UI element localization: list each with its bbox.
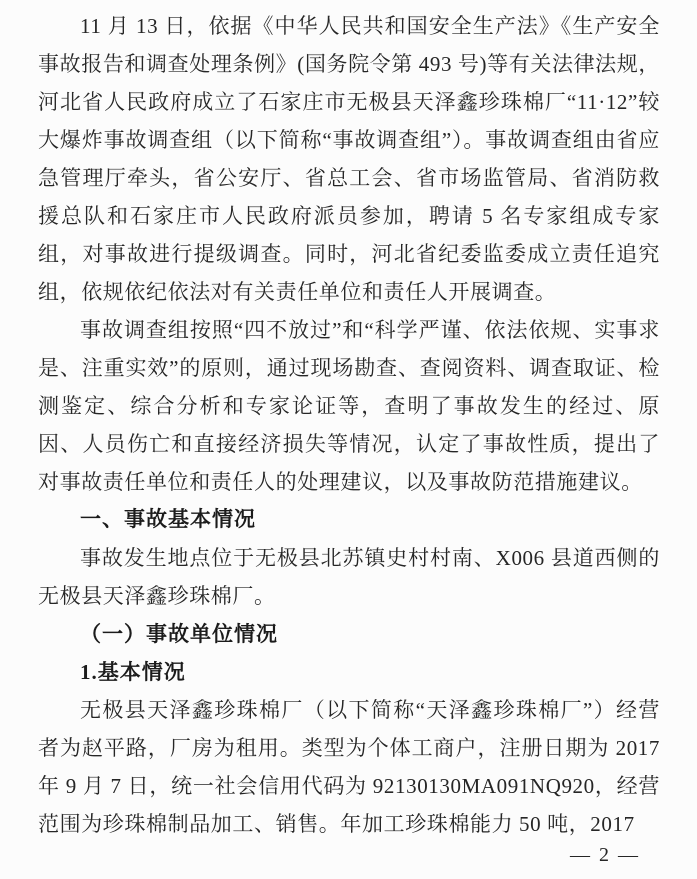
paragraph-investigation-principles: 事故调查组按照“四不放过”和“科学严谨、依法依规、实事求是、注重实效”的原则，通过现场勘查、查阅资料、调查取证、检测鉴定、综合分析和专家论证等，查明了事故发生的经过、原因、人员伤亡和直接经济损失等情况，认定了事故性质，提出了对事故责任单位和责任人的处理建议，以及事故防范措施建议。 <box>38 318 660 494</box>
page-number: — 2 — <box>570 844 640 866</box>
paragraph-company-registration: 无极县天泽鑫珍珠棉厂（以下简称“天泽鑫珍珠棉厂”）经营者为赵平路，厂房为租用。类型为个体工商户，注册日期为 2017 年 9 月 7 日，统一社会信用代码为 92130130MA091NQ920，经营范围为珍珠棉制品加工、销售。年加工珍珠棉能力 50 吨，2017 <box>38 698 660 836</box>
paragraph-accident-location: 事故发生地点位于无极县北苏镇史村村南、X006 县道西侧的无极县天泽鑫珍珠棉厂。 <box>38 546 660 608</box>
subsection-heading-unit-situation: （一）事故单位情况 <box>80 622 278 646</box>
page-footer <box>570 843 640 867</box>
section-heading-basic-situation: 一、事故基本情况 <box>80 508 256 531</box>
paragraph-investigation-setup: 11 月 13 日，依据《中华人民共和国安全生产法》《生产安全事故报告和调查处理条例》(国务院令第 493 号)等有关法律法规，河北省人民政府成立了石家庄市无极县天泽鑫珍珠棉厂“11·12”较大爆炸事故调查组（以下简称“事故调查组”）。事故调查组由省应急管理厅牵头，省公安厅、省总工会、省市场监管局、省消防救援总队和石家庄市人民政府派员参加，聘请 5 名专家组成专家组，对事故进行提级调查。同时，河北省纪委监委成立责任追究组，依规依纪依法对有关责任单位和责任人开展调查。 <box>38 14 660 304</box>
subsection-heading-basic-info: 1.基本情况 <box>80 660 186 684</box>
